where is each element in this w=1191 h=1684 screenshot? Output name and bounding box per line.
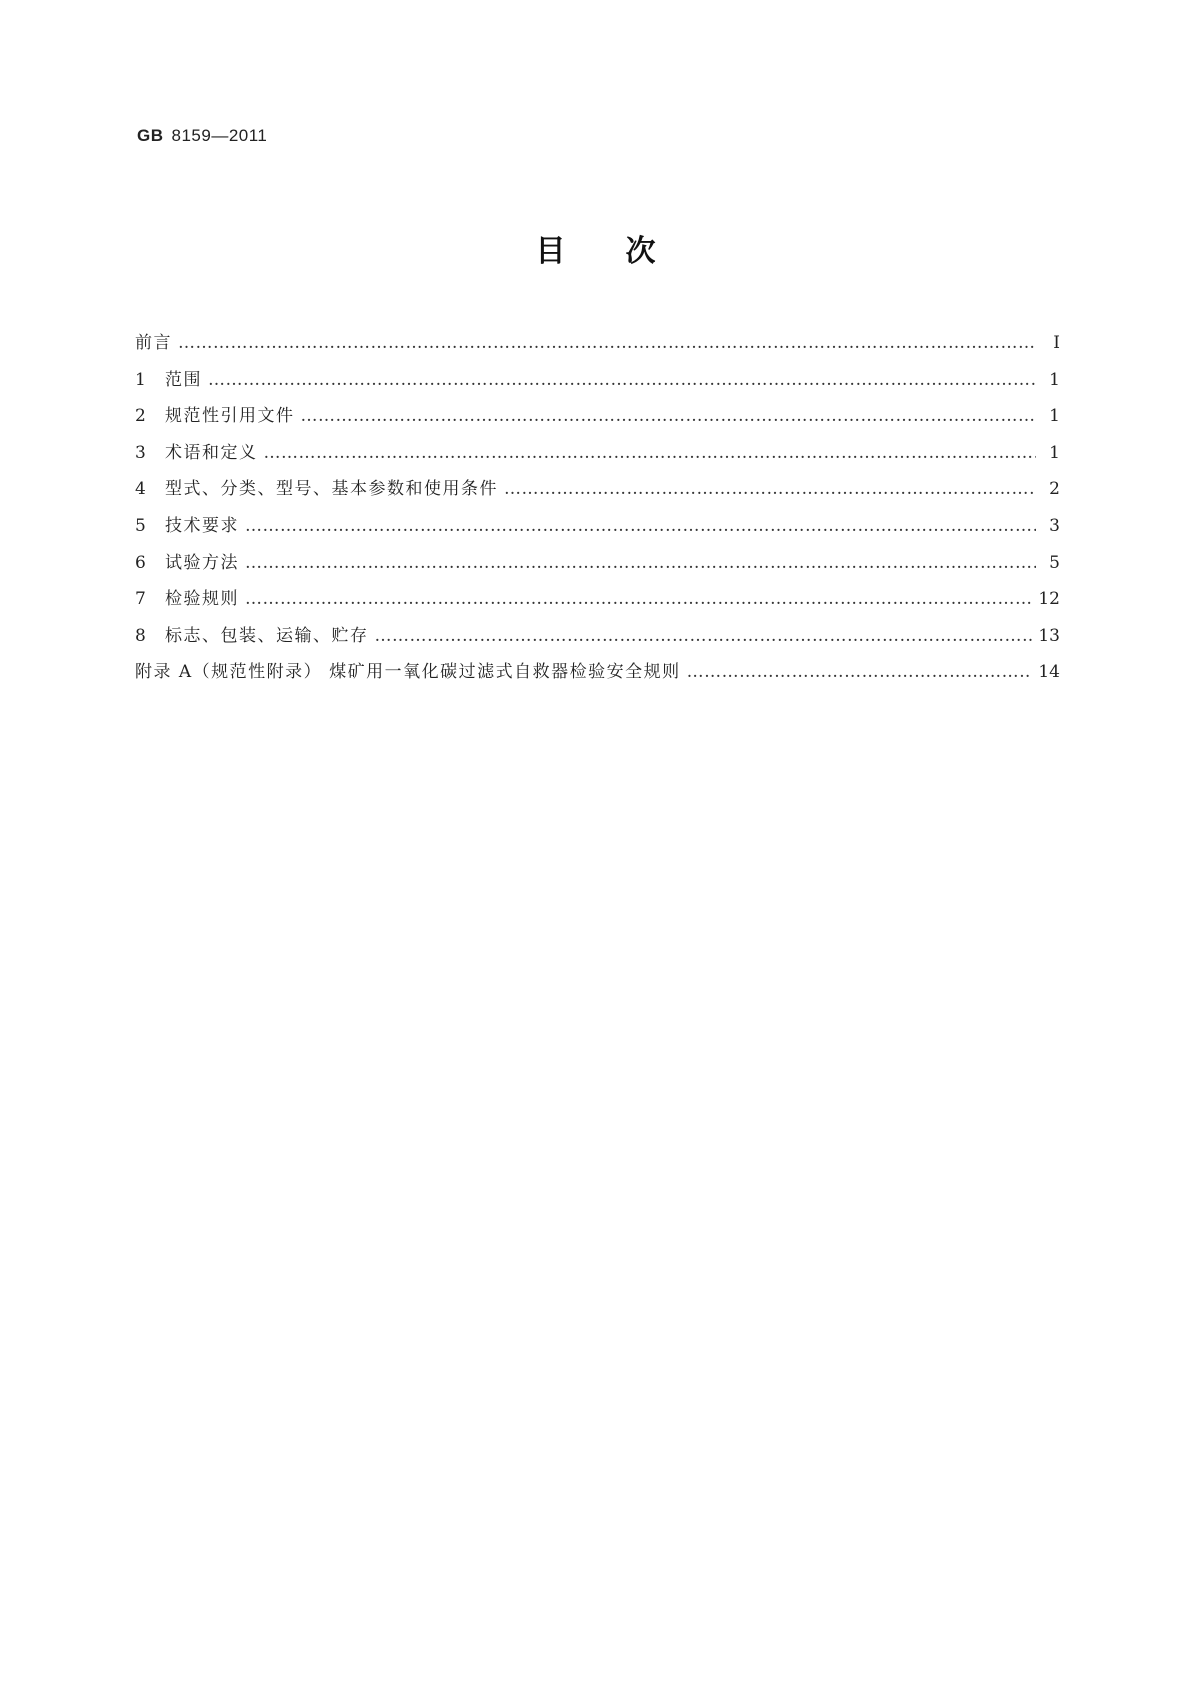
toc-dot-leader	[245, 545, 1036, 582]
table-of-contents	[135, 325, 1060, 691]
toc-entry-number: 1	[135, 369, 146, 390]
toc-entry-5[interactable]	[135, 508, 1060, 545]
page-title	[0, 226, 1191, 270]
toc-entry-number: 7	[135, 589, 146, 610]
toc-dot-leader	[687, 654, 1033, 691]
toc-entry-page: Ⅰ	[1053, 333, 1060, 353]
toc-entry-page: 1	[1049, 369, 1060, 390]
toc-entry-label: 附录 A（规范性附录） 煤矿用一氧化碳过滤式自救器检验安全规则	[135, 662, 681, 683]
toc-entry-8[interactable]	[135, 618, 1060, 655]
toc-entry-label: 术语和定义	[165, 442, 258, 463]
toc-entry-label: 标志、包装、运输、贮存	[165, 625, 369, 646]
toc-dot-leader	[504, 471, 1036, 508]
toc-dot-leader	[178, 325, 1036, 362]
toc-entry-label: 试验方法	[165, 552, 239, 573]
page-title-char-2: 次	[625, 234, 656, 269]
toc-entry-number: 6	[135, 552, 146, 573]
toc-entry-number: 8	[135, 625, 146, 646]
toc-dot-leader	[245, 581, 1032, 618]
toc-dot-leader	[264, 435, 1037, 472]
toc-dot-leader	[208, 362, 1036, 399]
toc-entry-page: 1	[1049, 442, 1060, 463]
toc-entry-6[interactable]	[135, 545, 1060, 582]
toc-entry-page: 12	[1038, 589, 1060, 610]
page-title-char-1: 目	[535, 234, 566, 269]
toc-dot-leader	[301, 398, 1037, 435]
toc-entry-7[interactable]	[135, 581, 1060, 618]
toc-entry-page: 14	[1038, 662, 1060, 683]
toc-entry-label: 前言	[135, 333, 172, 353]
toc-entry-page: 5	[1049, 552, 1060, 573]
toc-entry-number: 2	[135, 406, 146, 427]
toc-entry-page: 1	[1049, 406, 1060, 427]
toc-entry-page: 3	[1049, 515, 1060, 536]
toc-entry-number: 5	[135, 515, 146, 536]
toc-entry-page: 2	[1049, 479, 1060, 500]
toc-dot-leader	[245, 508, 1036, 545]
toc-entry-label: 检验规则	[165, 589, 239, 610]
standard-code	[137, 126, 267, 146]
toc-entry-label: 型式、分类、型号、基本参数和使用条件	[165, 479, 498, 500]
toc-entry-label: 技术要求	[165, 515, 239, 536]
toc-entry-4[interactable]	[135, 471, 1060, 508]
toc-entry-3[interactable]	[135, 435, 1060, 472]
toc-entry-number: 3	[135, 442, 146, 463]
toc-entry-page: 13	[1038, 625, 1060, 646]
toc-entry-1[interactable]	[135, 362, 1060, 399]
toc-entry-2[interactable]	[135, 398, 1060, 435]
toc-entry-label: 范围	[165, 369, 202, 390]
standard-number: 8159—2011	[171, 126, 268, 145]
toc-entry-label: 规范性引用文件	[165, 406, 295, 427]
toc-dot-leader	[375, 618, 1033, 655]
toc-entry-appendix-a[interactable]	[135, 654, 1060, 691]
toc-entry-foreword[interactable]	[135, 325, 1060, 362]
standard-prefix: GB	[137, 126, 164, 145]
toc-entry-number: 4	[135, 479, 146, 500]
